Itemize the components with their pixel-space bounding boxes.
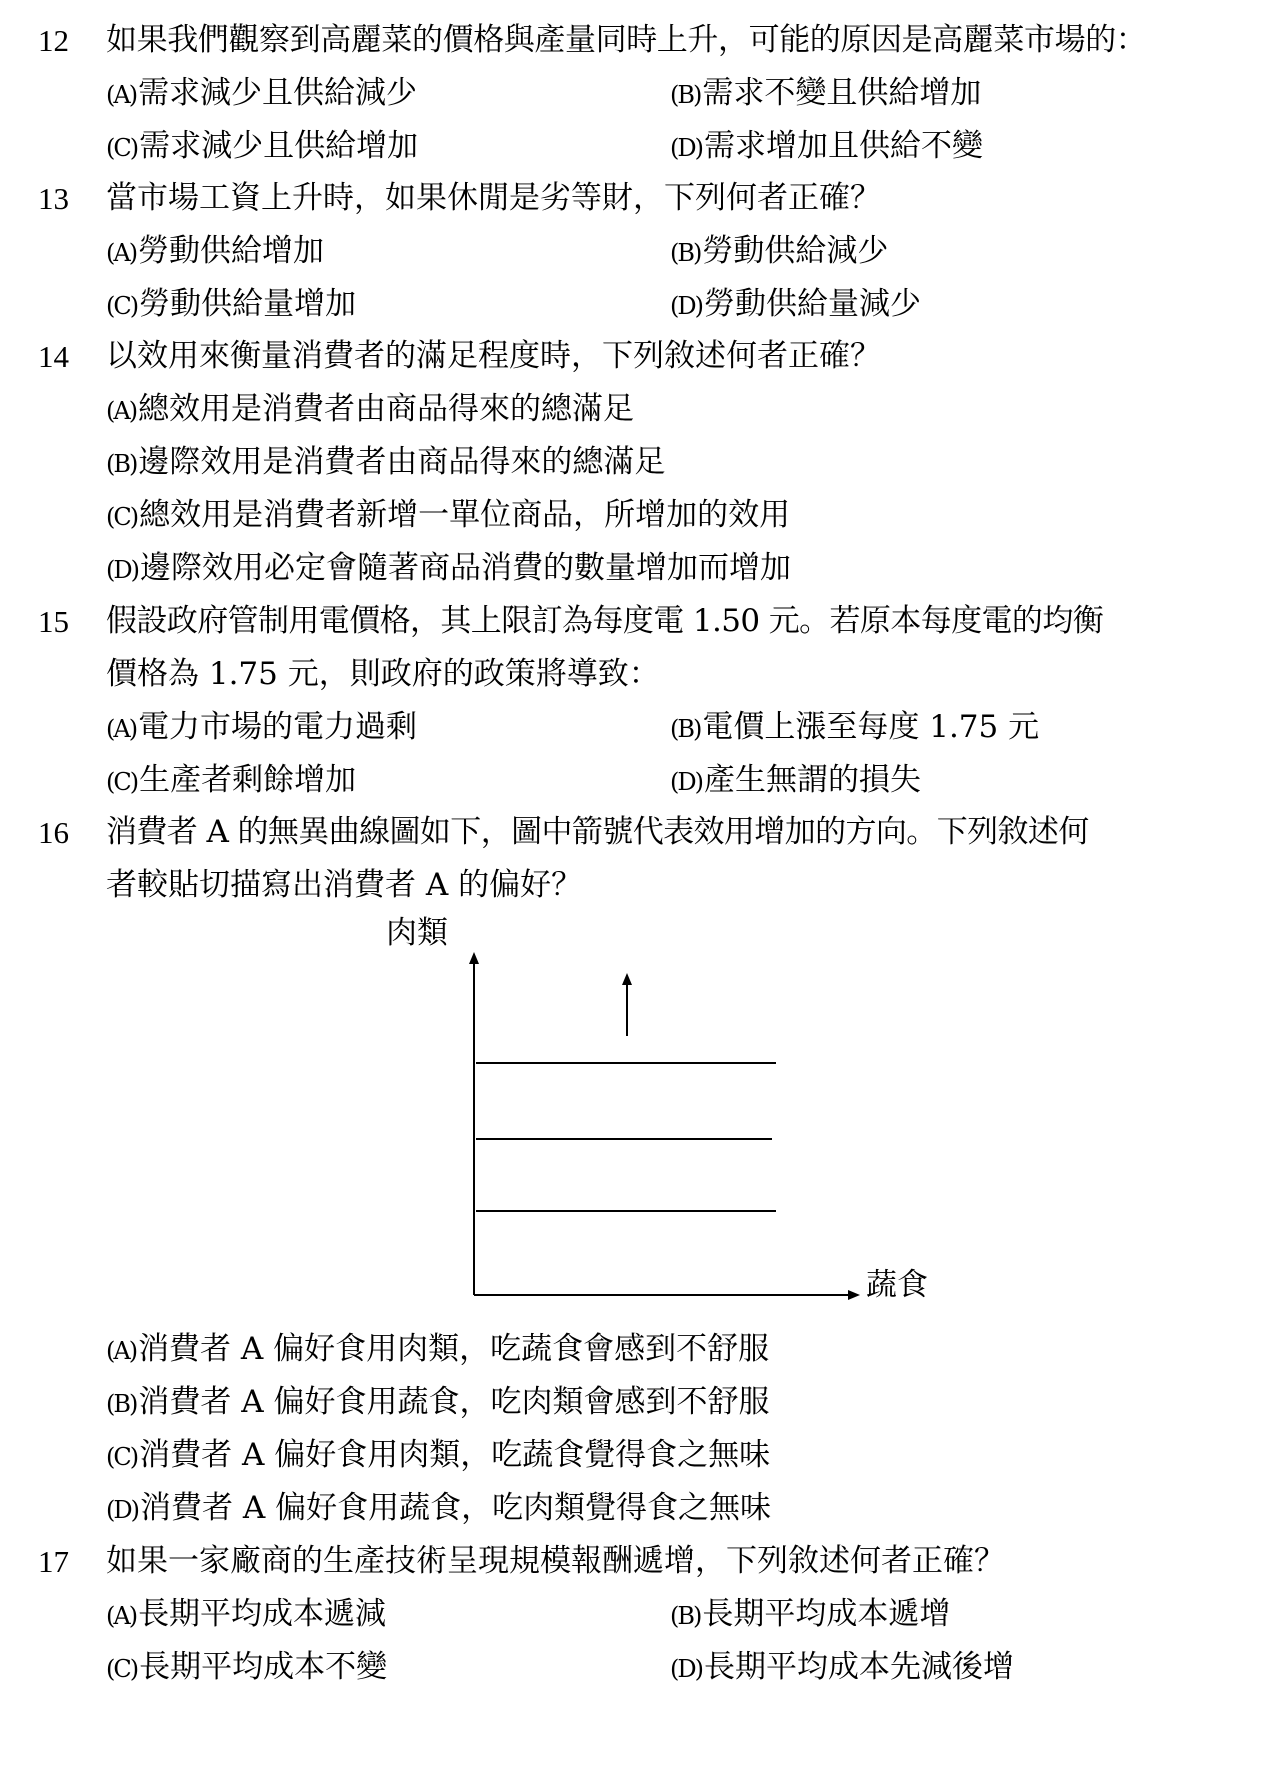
x-axis-arrowhead: [848, 1290, 860, 1300]
x-axis-label: 蔬食: [866, 1267, 928, 1303]
option-a[interactable]: (A)總效用是消費者由商品得來的總滿足: [106, 391, 635, 427]
question-text: 以效用來衡量消費者的滿足程度時，下列敘述何者正確？: [106, 338, 881, 374]
option-b[interactable]: (B)長期平均成本遞增: [670, 1596, 951, 1632]
option-d[interactable]: (D)邊際效用必定會隨著商品消費的數量增加而增加: [106, 550, 791, 586]
question-text: 如果一家廠商的生產技術呈現規模報酬遞增，下列敘述何者正確？: [106, 1543, 1005, 1579]
question-text-line-2: 者較貼切描寫出消費者 A 的偏好？: [106, 867, 583, 903]
option-c[interactable]: (C)消費者 A 偏好食用肉類，吃蔬食覺得食之無味: [106, 1437, 771, 1473]
question-number: 12: [38, 23, 69, 58]
question-text: 當市場工資上升時，如果休閒是劣等財，下列何者正確？: [106, 180, 881, 216]
option-b[interactable]: (B)電價上漲至每度 1.75 元: [670, 709, 1040, 745]
question-text-line-1: 假設政府管制用電價格，其上限訂為每度電 1.50 元。若原本每度電的均衡: [106, 603, 1104, 639]
question-number: 17: [38, 1544, 69, 1579]
y-axis-label: 肉類: [386, 915, 448, 951]
option-c[interactable]: (C)長期平均成本不變: [106, 1649, 388, 1685]
option-b[interactable]: (B)勞動供給減少: [670, 233, 889, 269]
question-number: 14: [38, 339, 69, 374]
option-a[interactable]: (A)消費者 A 偏好食用肉類，吃蔬食會感到不舒服: [106, 1331, 770, 1367]
diagram-canvas: [370, 915, 970, 1315]
option-d[interactable]: (D)消費者 A 偏好食用蔬食，吃肉類覺得食之無味: [106, 1490, 772, 1526]
question-number: 16: [38, 815, 69, 850]
option-c[interactable]: (C)總效用是消費者新增一單位商品，所增加的效用: [106, 497, 791, 533]
utility-direction-arrowhead: [622, 973, 632, 985]
option-c[interactable]: (C)生產者剩餘增加: [106, 762, 357, 798]
option-a[interactable]: (A)勞動供給增加: [106, 233, 325, 269]
question-number: 15: [38, 604, 69, 639]
question-text-line-2: 價格為 1.75 元，則政府的政策將導致：: [106, 656, 660, 692]
option-b[interactable]: (B)消費者 A 偏好食用蔬食，吃肉類會感到不舒服: [106, 1384, 770, 1420]
y-axis-arrowhead: [469, 952, 479, 964]
option-d[interactable]: (D)長期平均成本先減後增: [670, 1649, 1014, 1685]
option-a[interactable]: (A)需求減少且供給減少: [106, 75, 418, 111]
question-number: 13: [38, 181, 69, 216]
option-b[interactable]: (B)需求不變且供給增加: [670, 75, 982, 111]
option-c[interactable]: (C)勞動供給量增加: [106, 286, 357, 322]
option-b[interactable]: (B)邊際效用是消費者由商品得來的總滿足: [106, 444, 666, 480]
option-d[interactable]: (D)需求增加且供給不變: [670, 128, 983, 164]
question-text: 如果我們觀察到高麗菜的價格與產量同時上升，可能的原因是高麗菜市場的：: [106, 22, 1147, 58]
question-text-line-1: 消費者 A 的無異曲線圖如下，圖中箭號代表效用增加的方向。下列敘述何: [106, 814, 1089, 850]
option-d[interactable]: (D)產生無謂的損失: [670, 762, 921, 798]
option-a[interactable]: (A)長期平均成本遞減: [106, 1596, 387, 1632]
option-d[interactable]: (D)勞動供給量減少: [670, 286, 921, 322]
option-c[interactable]: (C)需求減少且供給增加: [106, 128, 419, 164]
indifference-curve-diagram: [370, 915, 970, 1315]
option-a[interactable]: (A)電力市場的電力過剩: [106, 709, 418, 745]
